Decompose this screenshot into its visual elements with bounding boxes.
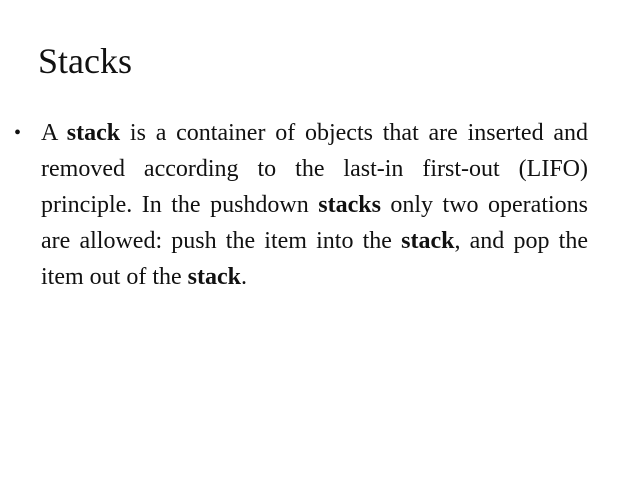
bullet-segment: is a container of objects that are inserted and removed according to the last-in first-out (LIFO) principle. In the pushdown: [41, 120, 588, 218]
bullet-marker: •: [14, 122, 22, 144]
bullet-segment-bold: stacks: [318, 192, 381, 218]
bullet-segment-bold: stack: [66, 120, 121, 146]
bullet-item: [14, 115, 588, 295]
bullet-segment: A: [41, 120, 67, 146]
bullet-segment: , and pop the item out of the: [41, 228, 588, 290]
bullet-segment: only two operations are allowed: push the item into the: [41, 192, 588, 254]
bullet-segment-bold: stack: [187, 264, 241, 290]
slide-title: Stacks: [38, 41, 132, 81]
bullet-list: [14, 115, 588, 295]
bullet-segment: .: [240, 264, 247, 290]
bullet-segment-bold: stack: [401, 228, 455, 254]
